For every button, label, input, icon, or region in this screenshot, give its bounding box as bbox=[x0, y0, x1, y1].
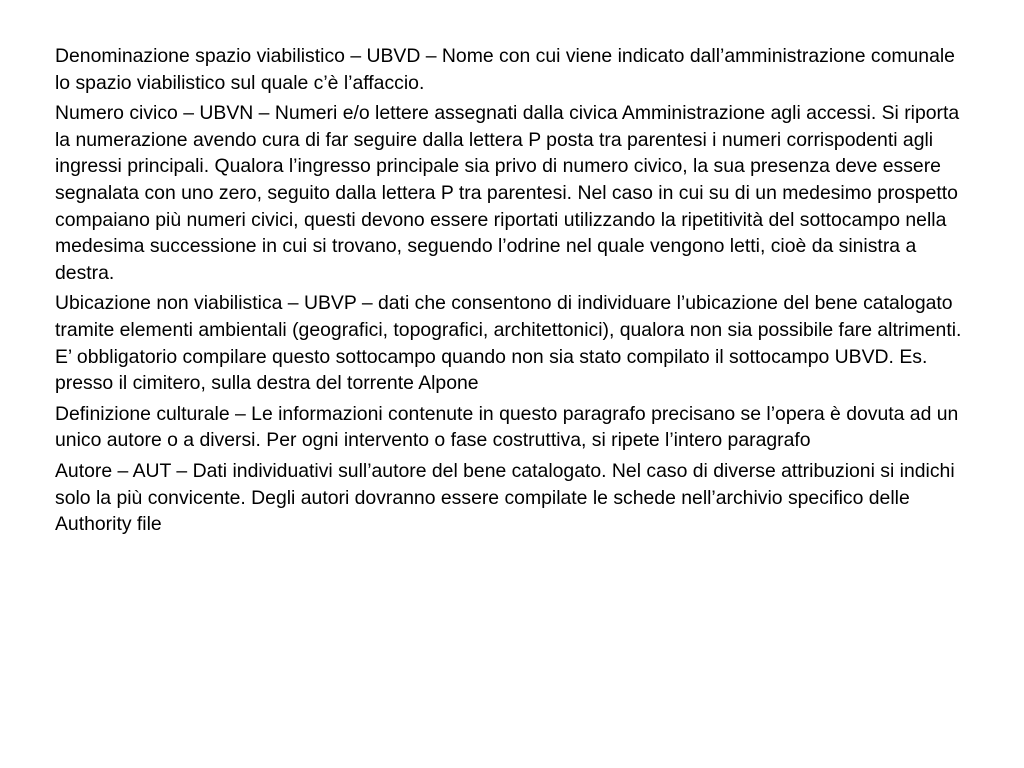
paragraph-denominazione-spazio-viabilistico: Denominazione spazio viabilistico – UBVD – Nome con cui viene indicato dall’amministrazione comunale lo spazio viabilistico sul quale c’è l’affaccio. bbox=[55, 45, 955, 94]
paragraph-autore: Autore – AUT – Dati individuativi sull’autore del bene catalogato. Nel caso di diverse attribuzioni si indichi solo la più convicente. Degli autori dovranno essere compilate le schede nell’archivio specifico delle Authority file bbox=[55, 459, 955, 536]
paragraph-definizione-culturale: Definizione culturale – Le informazioni contenute in questo paragrafo precisano se l’opera è dovuta ad un unico autore o a diversi. Per ogni intervento o fase costruttiva, si ripete l’intero paragrafo bbox=[55, 402, 959, 452]
paragraph-ubicazione-non-viabilistica: Ubicazione non viabilistica – UBVP – dati che consentono di individuare l’ubicazione del bene catalogato tramite elementi ambientali (geografici, topografici, architettonici), qualora non sia possibile fare altrimenti. E’ obbligatorio compilare questo sottocampo quando non sia stato compilato il sottocampo UBVD. Es. presso il cimitero, sulla destra del torrente Alpone bbox=[55, 292, 962, 395]
slide-body bbox=[55, 43, 975, 542]
paragraph-numero-civico: Numero civico – UBVN – Numeri e/o lettere assegnati dalla civica Amministrazione agli accessi. Si riporta la numerazione avendo cura di far seguire dalla lettera P posta tra parentesi i numeri corrispodenti agli ingressi principali. Qualora l’ingresso principale sia privo di numero civico, la sua presenza deve essere segnalata con uno zero, seguito dalla lettera P tra parentesi. Nel caso in cui su di un medesimo prospetto compaiano più numeri civici, questi devono essere riportati utilizzando la ripetitività del sottocampo nella medesima successione in cui si trovano, seguendo l’odrine nel quale vengono letti, cioè da sinistra a destra. bbox=[55, 102, 960, 284]
